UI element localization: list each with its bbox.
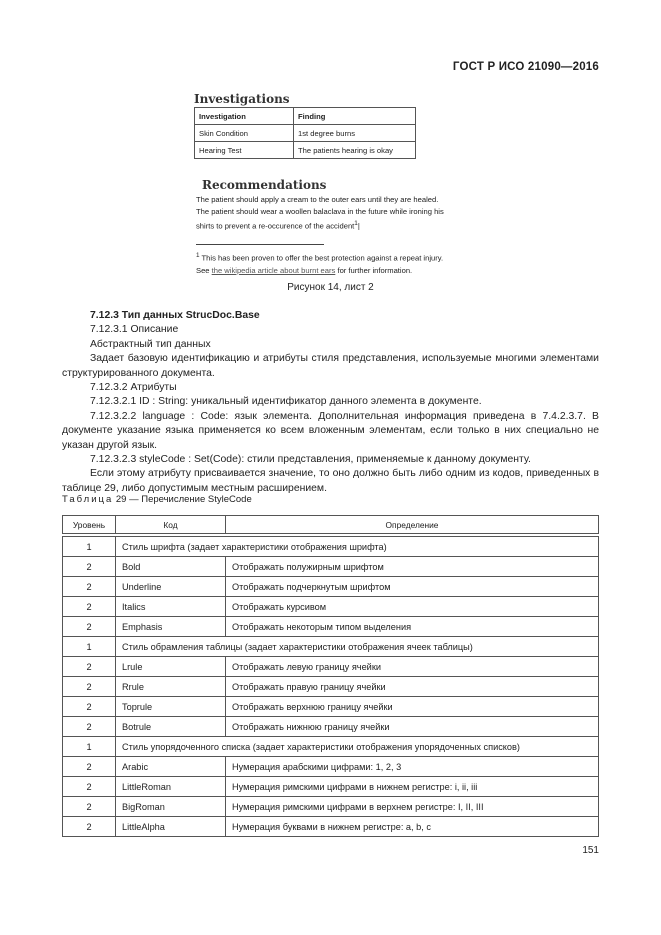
definition-cell: Отображать правую границу ячейки <box>226 677 599 697</box>
document-id: ГОСТ Р ИСО 21090—2016 <box>452 61 599 73</box>
table-row <box>63 657 599 677</box>
page-number: 151 <box>582 845 599 856</box>
section-heading: 7.12.3 Тип данных StrucDoc.Base <box>90 310 260 321</box>
figure-caption: Рисунок 14, лист 2 <box>287 282 374 293</box>
code-cell: Underline <box>116 577 226 597</box>
table-row <box>63 757 599 777</box>
table-cell: Skin Condition <box>195 125 294 142</box>
definition-cell: Нумерация римскими цифрами в верхнем регистре: I, II, III <box>226 797 599 817</box>
table-row <box>63 797 599 817</box>
definition-cell: Отображать курсивом <box>226 597 599 617</box>
level-cell: 2 <box>63 757 116 777</box>
group-cell: Стиль обрамления таблицы (задает характеристики отображения ячеек таблицы) <box>116 637 599 657</box>
table-caption <box>62 494 252 505</box>
code-cell: Rrule <box>116 677 226 697</box>
definition-cell: Отображать левую границу ячейки <box>226 657 599 677</box>
text-span: See <box>196 265 210 275</box>
table-header-row <box>63 516 599 534</box>
level-cell: 2 <box>63 597 116 617</box>
level-cell: 2 <box>63 697 116 717</box>
text-span: This has been proven to offer the best protection against a repeat injury. <box>201 253 444 263</box>
footnote-divider <box>196 244 324 245</box>
text-line: The patient should apply a cream to the outer ears until they are healed. <box>196 195 439 204</box>
code-cell: Toprule <box>116 697 226 717</box>
paragraph: 7.12.3.2.3 styleCode : Set(Code): стили представления, применяемые к данному документу. <box>90 454 531 466</box>
section-body <box>62 309 599 496</box>
table-cell: Investigation <box>195 108 294 125</box>
paragraph: Задает базовую идентификацию и атрибуты стиля представления, используемые многими элементами структурированного документа. <box>62 353 599 379</box>
level-cell: 1 <box>63 737 116 757</box>
table-caption-prefix: Таблица <box>62 494 114 505</box>
table-caption-text: 29 — Перечисление StyleCode <box>115 494 252 505</box>
paragraph: 7.12.3.1 Описание <box>90 324 179 336</box>
paragraph: 7.12.3.2.2 language : Code: язык элемента. Дополнительная информация приведена в 7.4.2.3.7. В документе указание языка применяется ко всем вложенным элементам, если только в них специально не указан другой язык. <box>62 410 599 451</box>
code-cell: LittleRoman <box>116 777 226 797</box>
code-cell: Lrule <box>116 657 226 677</box>
level-cell: 2 <box>63 777 116 797</box>
table-row <box>63 617 599 637</box>
text-line <box>196 265 486 277</box>
text-line <box>196 250 486 265</box>
code-cell: Botrule <box>116 717 226 737</box>
paragraph: Если этому атрибуту присваивается значение, то оно должно быть либо одним из кодов, приведенных в таблице 29, либо допустимым местным расширением. <box>62 468 599 494</box>
code-cell: Italics <box>116 597 226 617</box>
paragraph: Абстрактный тип данных <box>90 338 211 350</box>
investigations-table <box>194 107 416 159</box>
table-row <box>63 677 599 697</box>
table-row <box>63 777 599 797</box>
investigations-title: Investigations <box>194 92 290 106</box>
table-cell: 1st degree burns <box>294 125 416 142</box>
table-row <box>63 697 599 717</box>
table-row <box>63 637 599 657</box>
table-row <box>195 108 416 125</box>
text-span: shirts to prevent a re-occurence of the accident <box>196 221 355 231</box>
table-row <box>63 597 599 617</box>
level-cell: 1 <box>63 637 116 657</box>
wikipedia-link[interactable]: the wikipedia article about burnt ears <box>211 265 336 275</box>
table-row <box>63 537 599 557</box>
table-row <box>63 817 599 837</box>
footnote-number: 1 <box>196 252 200 259</box>
table-row <box>63 717 599 737</box>
table-cell: Hearing Test <box>195 142 294 159</box>
paragraph: 7.12.3.2.1 ID : String: уникальный идентификатор данного элемента в документе. <box>90 396 482 408</box>
definition-cell: Отображать верхнюю границу ячейки <box>226 697 599 717</box>
footnote-ref: 1 <box>354 220 358 227</box>
level-cell: 2 <box>63 617 116 637</box>
table-row <box>195 142 416 159</box>
column-header: Код <box>116 516 226 534</box>
code-cell: BigRoman <box>116 797 226 817</box>
table-row <box>63 577 599 597</box>
text-cursor: | <box>357 221 360 231</box>
figure <box>194 92 484 275</box>
level-cell: 2 <box>63 657 116 677</box>
group-cell: Стиль шрифта (задает характеристики отображения шрифта) <box>116 537 599 557</box>
definition-cell: Отображать нижнюю границу ячейки <box>226 717 599 737</box>
code-cell: LittleAlpha <box>116 817 226 837</box>
level-cell: 2 <box>63 677 116 697</box>
definition-cell: Отображать подчеркнутым шрифтом <box>226 577 599 597</box>
text-line: The patient should wear a woollen balaclava in the future while ironing his <box>196 207 444 216</box>
table-row <box>63 737 599 757</box>
table-row <box>195 125 416 142</box>
definition-cell: Нумерация буквами в нижнем регистре: a, b, c <box>226 817 599 837</box>
group-cell: Стиль упорядоченного списка (задает характеристики отображения упорядоченных списков) <box>116 737 599 757</box>
column-header: Уровень <box>63 516 116 534</box>
recommendations-text <box>196 194 486 233</box>
level-cell: 2 <box>63 577 116 597</box>
recommendations-title: Recommendations <box>202 178 327 192</box>
level-cell: 2 <box>63 817 116 837</box>
level-cell: 1 <box>63 537 116 557</box>
level-cell: 2 <box>63 557 116 577</box>
table-cell: The patients hearing is okay <box>294 142 416 159</box>
definition-cell: Отображать некоторым типом выделения <box>226 617 599 637</box>
text-line <box>196 218 486 233</box>
table-row <box>63 557 599 577</box>
table-cell: Finding <box>294 108 416 125</box>
paragraph: 7.12.3.2 Атрибуты <box>90 382 177 394</box>
stylecode-table <box>62 515 599 837</box>
footnote <box>196 250 486 277</box>
text-span: for further information. <box>337 265 413 275</box>
code-cell: Bold <box>116 557 226 577</box>
level-cell: 2 <box>63 717 116 737</box>
level-cell: 2 <box>63 797 116 817</box>
definition-cell: Нумерация арабскими цифрами: 1, 2, 3 <box>226 757 599 777</box>
definition-cell: Нумерация римскими цифрами в нижнем регистре: i, ii, iii <box>226 777 599 797</box>
definition-cell: Отображать полужирным шрифтом <box>226 557 599 577</box>
code-cell: Emphasis <box>116 617 226 637</box>
code-cell: Arabic <box>116 757 226 777</box>
column-header: Определение <box>226 516 599 534</box>
